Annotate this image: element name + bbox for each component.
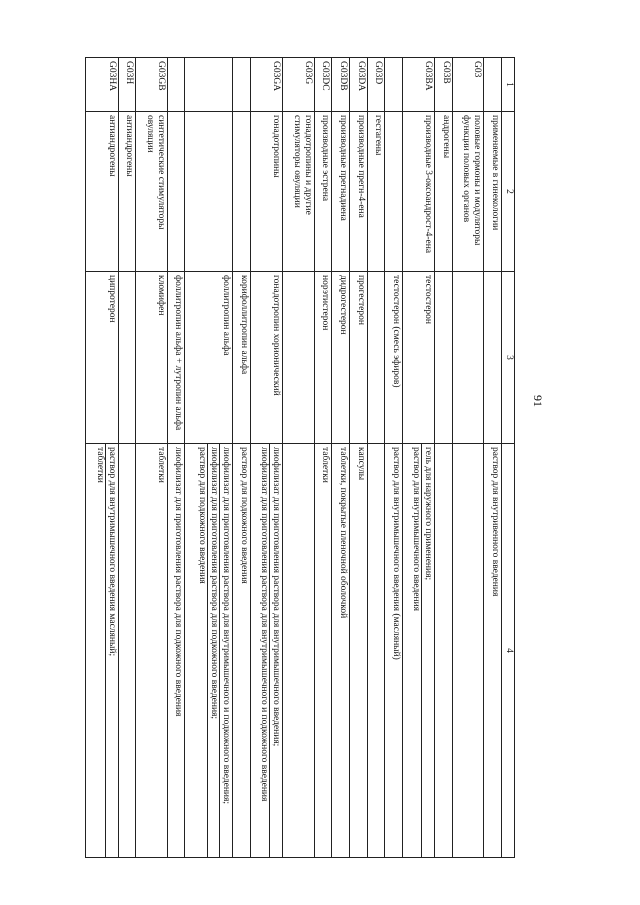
atc-code-cell: G03GA	[250, 58, 283, 112]
header-row	[502, 58, 515, 858]
dosage-form-line: лиофилизат для приготовления раствора для внутримышечного и подкожного введения	[258, 444, 270, 857]
dosage-forms-cell	[367, 444, 385, 858]
table-row	[332, 58, 350, 858]
atc-code-cell: G03B	[435, 58, 453, 112]
atc-code-cell: G03DA	[350, 58, 368, 112]
anatomical-group-cell: производные прегнадиена	[332, 112, 350, 272]
anatomical-group-cell: гонадотропины	[250, 112, 283, 272]
atc-code-cell	[385, 58, 403, 112]
table-row	[314, 58, 332, 858]
table-row	[350, 58, 368, 858]
anatomical-group-cell: гестагены	[367, 112, 385, 272]
drug-name-cell: тестостерон (смесь эфиров)	[385, 272, 403, 444]
drug-name-cell	[367, 272, 385, 444]
dosage-form-line: таблетки	[155, 447, 166, 483]
anatomical-group-cell	[233, 112, 251, 272]
table-row	[435, 58, 453, 858]
drug-name-cell: фоллитропин альфа + лутропин альфа	[167, 272, 185, 444]
drug-name-cell: дидрогестерон	[332, 272, 350, 444]
atc-code-cell	[185, 58, 233, 112]
drug-name-cell	[118, 272, 136, 444]
dosage-forms-cell	[136, 444, 167, 858]
atc-code-cell: G03DB	[332, 58, 350, 112]
table-row	[136, 58, 167, 858]
dosage-forms-cell	[185, 444, 233, 858]
drug-name-cell	[484, 272, 502, 444]
table-row	[185, 58, 233, 858]
dosage-forms-cell	[452, 444, 483, 858]
drug-name-cell: фоллитропин альфа	[185, 272, 233, 444]
dosage-form-line: лиофилизат для приготовления раствора для подкожного введения	[173, 447, 184, 717]
dosage-forms-cell	[167, 444, 185, 858]
dosage-forms-cell	[332, 444, 350, 858]
drug-name-cell	[452, 272, 483, 444]
dosage-form-line: раствор для подкожного введения	[196, 444, 208, 857]
table-row	[385, 58, 403, 858]
drug-name-cell	[283, 272, 314, 444]
anatomical-group-cell: применяемые в гинекологии	[484, 112, 502, 272]
anatomical-group-cell: синтетические стимуляторы овуляции	[136, 112, 167, 272]
anatomical-group-cell	[185, 112, 233, 272]
dosage-form-line: лиофилизат для приготовления раствора для подкожного введения;	[208, 444, 220, 857]
drug-name-cell: ципротерон	[86, 272, 119, 444]
table-row	[452, 58, 483, 858]
atc-code-cell: G03HA	[86, 58, 119, 112]
dosage-form-line: раствор для подкожного введения	[238, 447, 249, 584]
dosage-form-line: раствор для внутримышечного введения	[410, 444, 422, 857]
atc-code-cell: G03DC	[314, 58, 332, 112]
atc-code-cell: G03	[452, 58, 483, 112]
atc-code-cell: G03H	[118, 58, 136, 112]
anatomical-group-cell: производные эстрена	[314, 112, 332, 272]
anatomical-group-cell: антиандрогены	[118, 112, 136, 272]
table-row	[233, 58, 251, 858]
dosage-form-line: раствор для внутривенного введения	[490, 447, 500, 597]
atc-code-cell	[167, 58, 185, 112]
table-row	[250, 58, 283, 858]
dosage-form-line: раствор для внутримышечного введения масляный;	[106, 447, 117, 657]
dosage-form-line: лиофилизат для приготовления раствора для внутримышечного и подкожного введения;	[221, 447, 232, 805]
dosage-forms-cell	[250, 444, 283, 858]
dosage-forms-cell	[402, 444, 435, 858]
table-row	[402, 58, 435, 858]
dosage-form-line: раствор для внутримышечного введения (масляный)	[390, 447, 401, 660]
dosage-form-line: таблетки	[320, 447, 331, 483]
anatomical-group-cell: производные прегн-4-ена	[350, 112, 368, 272]
dosage-forms-cell	[350, 444, 368, 858]
dosage-forms-cell	[385, 444, 403, 858]
table-row	[86, 58, 119, 858]
anatomical-group-cell	[385, 112, 403, 272]
table-row	[484, 58, 502, 858]
drug-name-cell: прогестерон	[350, 272, 368, 444]
drug-name-cell: норэтистерон	[314, 272, 332, 444]
anatomical-group-cell: половые гормоны и модуляторы функции половых органов	[452, 112, 483, 272]
atc-code-cell: G03GB	[136, 58, 167, 112]
drug-name-cell: гонадотропин хорионический	[250, 272, 283, 444]
dosage-form-line: таблетки, покрытые пленочной оболочкой	[338, 447, 348, 619]
table-row	[283, 58, 314, 858]
atc-code-cell: G03D	[367, 58, 385, 112]
drug-name-cell	[435, 272, 453, 444]
dosage-forms-cell	[233, 444, 251, 858]
anatomical-group-cell: андрогены	[435, 112, 453, 272]
table-body	[86, 58, 515, 858]
anatomical-group-cell: гонадотропины и другие стимуляторы овуляции	[283, 112, 314, 272]
atc-code-cell: G03BA	[402, 58, 435, 112]
dosage-form-line: лиофилизат для приготовления раствора для внутримышечного введения;	[271, 447, 282, 747]
dosage-forms-cell	[484, 444, 502, 858]
atc-code-cell	[484, 58, 502, 112]
drug-name-cell: тестостерон	[402, 272, 435, 444]
header-cell: 4	[502, 444, 515, 858]
dosage-form-line: таблетки	[93, 444, 105, 857]
dosage-forms-cell	[435, 444, 453, 858]
anatomical-group-cell	[167, 112, 185, 272]
page-number: 91	[531, 395, 545, 407]
table-row	[167, 58, 185, 858]
anatomical-group-cell: производные 3-оксоандрост-4-ена	[402, 112, 435, 272]
atc-code-cell: G03G	[283, 58, 314, 112]
dosage-form-line: гель для наружного применения;	[423, 447, 434, 581]
header-cell: 1	[502, 58, 515, 112]
dosage-forms-cell	[86, 444, 119, 858]
drug-name-cell: корифоллитропин альфа	[233, 272, 251, 444]
anatomical-group-cell: антиандрогены	[86, 112, 119, 272]
dosage-forms-cell	[314, 444, 332, 858]
drug-classification-table	[85, 57, 515, 858]
rotated-page-content	[85, 57, 515, 857]
drug-name-cell: кломифен	[136, 272, 167, 444]
dosage-forms-cell	[118, 444, 136, 858]
dosage-forms-cell	[283, 444, 314, 858]
table-row	[367, 58, 385, 858]
table-row	[118, 58, 136, 858]
dosage-form-line: капсулы	[355, 447, 366, 481]
atc-code-cell	[233, 58, 251, 112]
header-cell: 3	[502, 272, 515, 444]
header-cell: 2	[502, 112, 515, 272]
